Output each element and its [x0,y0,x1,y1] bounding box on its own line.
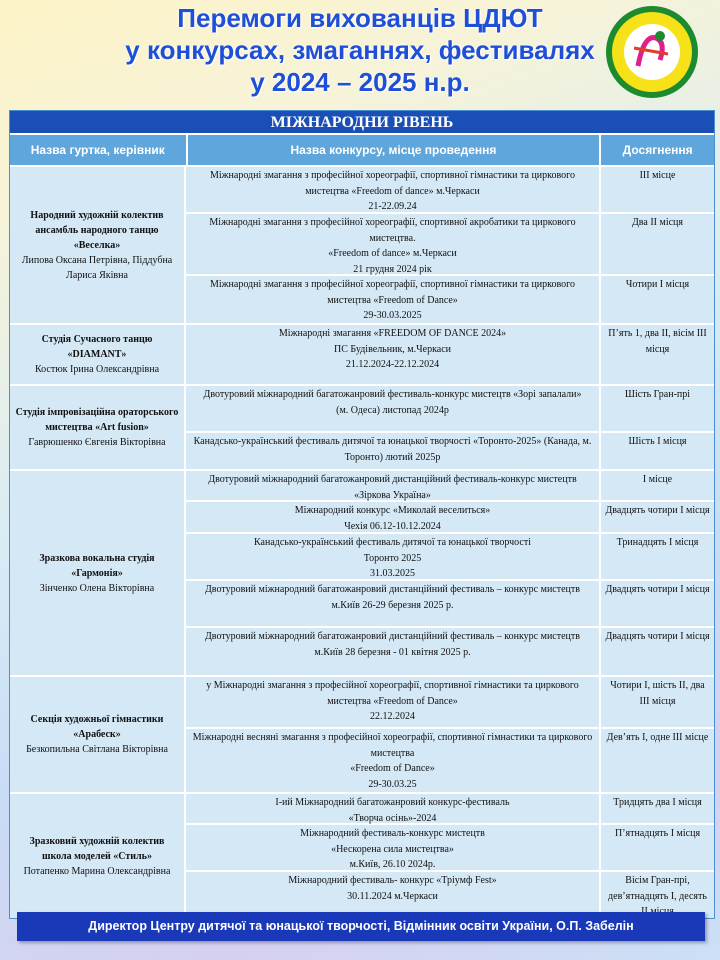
cdyut-emblem-icon [604,4,700,100]
footer-signature: Директор Центру дитячої та юнацької творчості, Відмінник освіти України, О.П. Забелін [17,912,705,941]
group-leader: Костюк Ірина Олександрівна [34,364,160,375]
table-header [10,135,714,165]
achievement-cell: Тридцять два І місця [601,794,714,823]
achievement-cell: ІІІ місце [601,167,714,212]
group-cell [10,325,186,384]
contest-cell: Канадсько-український фестиваль дитячої та юнацької творчості Торонто 2025 31.03.2025 [186,534,601,579]
logo-svg [604,4,700,100]
achievement-cell: Дев’ять І, одне ІІІ місце [601,729,714,792]
contest-cell: Міжнародний конкурс «Миколай веселиться» Чехія 06.12-10.12.2024 [186,502,601,532]
achievement-cell: Двадцять чотири І місця [601,502,714,532]
table-row [186,433,714,469]
table-row [186,729,714,792]
group-cell [10,677,186,792]
contest-cell: Канадсько-український фестиваль дитячої та юнацької творчості «Торонто-2025» (Канада, м. Торонто) лютий 2025р [186,433,601,469]
table-group [10,675,714,792]
contest-cell: Двотуровий міжнародний багатожанровий дистанційний фестиваль-конкурс мистецтв «Зіркова Україна» [186,471,601,500]
table-row [186,167,714,214]
contest-cell: Двотуровий міжнародний багатожанровий фестиваль-конкурс мистецтв «Зорі запалали» (м. Одеса) листопад 2024р [186,386,601,431]
table-row [186,386,714,433]
header-contest: Назва конкурсу, місце проведення [188,135,602,165]
achievement-cell: Шість І місця [601,433,714,469]
group-name: Студія імпровізаційна ораторського мистецтва «Art fusion» [15,407,179,433]
achievements-table [9,110,715,919]
title-line-2: у конкурсах, змаганнях, фестивалях [125,35,595,65]
contest-cell: Міжнародні весняні змагання з професійної хореографії, спортивної гімнастики та циркового мистецтва «Freedom of Dance» 29-30.03.25 [186,729,601,792]
title-line-3: у 2024 – 2025 н.р. [250,67,470,97]
level-banner: МІЖНАРОДНИ РІВЕНЬ [10,111,714,135]
table-group [10,165,714,323]
achievement-cell: Двадцять чотири І місця [601,581,714,626]
group-name: Студія Сучасного танцю «DIAMANT» [41,334,153,360]
table-group [10,469,714,675]
title-line-1: Перемоги вихованців ЦДЮТ [177,3,543,33]
group-cell [10,167,186,323]
achievement-cell: І місце [601,471,714,500]
contest-cell: у Міжнародні змагання з професійної хореографії, спортивної гімнастики та циркового мистецтва «Freedom of Dance» 22.12.2024 [186,677,601,727]
table-row [186,677,714,729]
table-row [186,534,714,581]
contest-cell: Двотуровий міжнародний багатожанровий дистанційний фестиваль – конкурс мистецтв м.Київ 28 березня - 01 квітня 2025 р. [186,628,601,675]
achievement-cell: Двадцять чотири І місця [601,628,714,675]
achievement-cell: Чотири І, шість ІІ, два ІІІ місця [601,677,714,727]
header-group: Назва гуртка, керівник [10,135,188,165]
table-row [186,794,714,825]
achievement-cell: Чотири І місця [601,276,714,323]
table-row [186,628,714,675]
header-achievement: Досягнення [622,143,693,157]
table-row [186,214,714,276]
contest-cell: Двотуровий міжнародний багатожанровий дистанційний фестиваль – конкурс мистецтв м.Київ 26-29 березня 2025 р. [186,581,601,626]
achievement-cell: Шість Гран-прі [601,386,714,431]
group-leader: Потапенко Марина Олександрівна [23,865,171,877]
table-group [10,792,714,918]
contest-cell: Міжнародні змагання з професійної хореографії, спортивної акробатики та циркового мистецтва. «Freedom of dance» м.Черкаси 21 грудня 2024 рік [186,214,601,274]
group-name: Секція художньої гімнастики «Арабеск» [30,714,164,740]
table-group [10,384,714,469]
group-name: Зразковий художній колектив школа моделей «Стиль» [29,835,165,862]
table-row [186,325,714,384]
contest-cell: Міжнародний фестиваль- конкурс «Тріумф Fest» 30.11.2024 м.Черкаси [186,872,601,918]
contest-cell: І-ий Міжнародний багатожанровий конкурс-фестиваль «Творча осінь»-2024 [186,794,601,823]
table-row [186,502,714,534]
logo-head [655,31,665,41]
contest-cell: Міжнародні змагання з професійної хореографії, спортивної гімнастики та циркового мистецтва «Freedom of Dance» 29-30.03.2025 [186,276,601,323]
table-group [10,323,714,384]
table-row [186,276,714,323]
group-cell [10,794,186,918]
contest-cell: Міжнародні змагання «FREEDOM OF DANCE 2024» ПС Будівельник, м.Черкаси 21.12.2024-22.12.2024 [186,325,601,384]
group-leader: Безкопильна Світлана Вікторівна [26,744,168,755]
achievement-cell: П’ятнадцять І місця [601,825,714,870]
group-leader: Липова Оксана Петрівна, Піддубна Лариса Яківна [21,254,173,281]
group-cell [10,471,186,675]
achievement-cell: Вісім Гран-прі, дев’ятнадцять І, десять [601,872,714,918]
achievement-cell: Два ІІ місця [601,214,714,274]
table-row [186,471,714,502]
group-name: Народний художній колектив ансамбль народного танцю «Веселка» [30,209,164,251]
table-row [186,825,714,872]
group-name: Зразкова вокальна студія «Гармонія» [39,552,155,579]
contest-cell: Міжнародні змагання з професійної хореографії, спортивної гімнастики та циркового мистецтва «Freedom of dance» м.Черкаси 21-22.09.24 [186,167,601,212]
group-leader: Гаврюшенко Євгенія Вікторівна [28,437,166,448]
group-cell [10,386,186,469]
group-leader: Зінченко Олена Вікторівна [39,582,155,594]
table-row [186,581,714,628]
contest-cell: Міжнародний фестиваль-конкурс мистецтв «Нескорена сила мистецтва» м.Київ, 26.10 2024р. [186,825,601,870]
achievement-cell: Тринадцять І місця [601,534,714,579]
achievement-cell: П’ять 1, два ІІ, вісім ІІІ місця [601,325,714,384]
